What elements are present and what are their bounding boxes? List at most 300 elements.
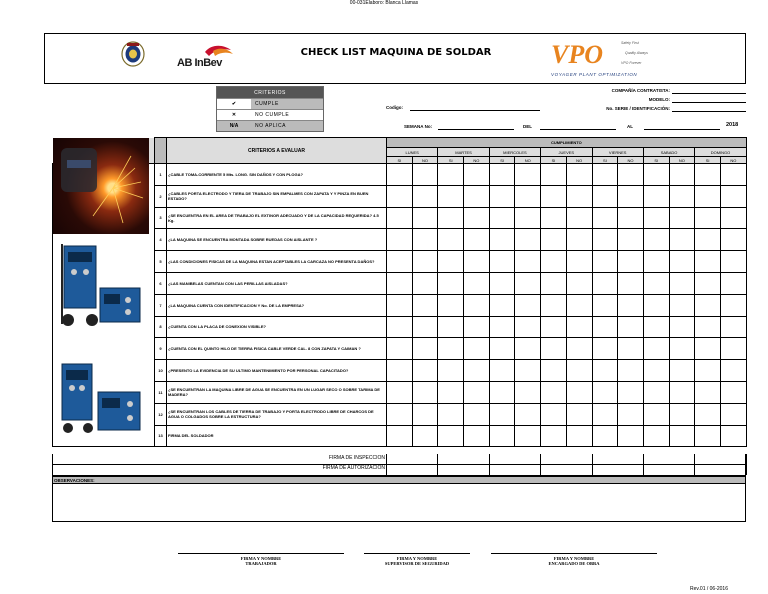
si-checkbox-cell[interactable]: [592, 207, 618, 229]
vpo-item-1: Safety First: [621, 41, 639, 45]
firma-day-cell[interactable]: [438, 465, 489, 476]
si-checkbox-cell[interactable]: [695, 294, 721, 316]
criteria-text: ¿SE ENCUENTRA EN EL AREA DE TRABAJO EL EXTINOR ADECUADO Y DE LA CAPACIDAD REQUERIDA? 4.5 Kg.: [167, 207, 387, 229]
signature-line1: FIRMA Y NOMBRE: [240, 556, 282, 561]
signature-line1: FIRMA Y NOMBRE: [553, 556, 595, 561]
si-checkbox-cell[interactable]: [438, 381, 464, 403]
si-checkbox-cell[interactable]: [541, 381, 567, 403]
criteria-number: 5: [155, 251, 167, 273]
firma-day-cell[interactable]: [644, 465, 695, 476]
no-checkbox-cell[interactable]: [720, 164, 746, 186]
no-checkbox-cell[interactable]: [669, 403, 695, 425]
no-checkbox-cell[interactable]: [566, 316, 592, 338]
revision-label: Rev.01 / 06-2016: [690, 586, 728, 592]
si-checkbox-cell[interactable]: [387, 425, 413, 447]
no-checkbox-cell[interactable]: [669, 316, 695, 338]
no-checkbox-cell[interactable]: [618, 403, 644, 425]
si-checkbox-cell[interactable]: [438, 360, 464, 382]
si-checkbox-cell[interactable]: [489, 360, 515, 382]
no-checkbox-cell[interactable]: [515, 425, 541, 447]
si-checkbox-cell[interactable]: [592, 164, 618, 186]
firma-day-cell[interactable]: [541, 465, 592, 476]
si-header: SI: [695, 157, 721, 164]
no-checkbox-cell[interactable]: [412, 316, 438, 338]
no-checkbox-cell[interactable]: [464, 403, 490, 425]
si-checkbox-cell[interactable]: [643, 338, 669, 360]
si-checkbox-cell[interactable]: [387, 272, 413, 294]
no-checkbox-cell[interactable]: [464, 207, 490, 229]
firma-day-cell[interactable]: [593, 465, 644, 476]
day-header: DOMINGO: [695, 148, 746, 157]
welding-spark-image: [53, 138, 149, 234]
si-checkbox-cell[interactable]: [541, 338, 567, 360]
no-checkbox-cell[interactable]: [669, 207, 695, 229]
legend-row-no-aplica: [217, 120, 323, 131]
no-checkbox-cell[interactable]: [464, 316, 490, 338]
vpo-item-3: VPO Forever: [621, 61, 642, 65]
no-checkbox-cell[interactable]: [412, 294, 438, 316]
no-checkbox-cell[interactable]: [515, 403, 541, 425]
criteria-text: ¿CABLE TOMA-CORRIENTE 5 Mts. LONG. SIN DAÑOS Y CON PLOGA?: [167, 164, 387, 186]
no-checkbox-cell[interactable]: [566, 338, 592, 360]
firma-day-cell[interactable]: [490, 465, 541, 476]
si-checkbox-cell[interactable]: [438, 338, 464, 360]
criteria-text: ¿SE ENCUENTRAN LOS CABLES DE TIERRA DE TRABAJO Y PORTA ELECTRODO LIBRE DE CHARCOS DE AGUA O COLGADOS SOBRE LA ESTRUCTURA?: [167, 403, 387, 425]
codigo-label: Codigo:: [386, 105, 403, 110]
signature-line1: FIRMA Y NOMBRE: [396, 556, 438, 561]
si-checkbox-cell[interactable]: [541, 272, 567, 294]
no-checkbox-cell[interactable]: [720, 272, 746, 294]
si-checkbox-cell[interactable]: [541, 185, 567, 207]
no-checkbox-cell[interactable]: [669, 251, 695, 273]
si-checkbox-cell[interactable]: [695, 272, 721, 294]
si-checkbox-cell[interactable]: [438, 316, 464, 338]
si-checkbox-cell[interactable]: [438, 251, 464, 273]
vpo-logo-text: VPO: [551, 40, 603, 69]
no-checkbox-cell[interactable]: [464, 229, 490, 251]
signature-label-supervisor: [354, 556, 480, 566]
no-header: NO: [566, 157, 592, 164]
si-checkbox-cell[interactable]: [643, 381, 669, 403]
si-checkbox-cell[interactable]: [695, 164, 721, 186]
si-checkbox-cell[interactable]: [387, 185, 413, 207]
criteria-number: 8: [155, 316, 167, 338]
si-checkbox-cell[interactable]: [489, 338, 515, 360]
si-checkbox-cell[interactable]: [695, 185, 721, 207]
si-checkbox-cell[interactable]: [438, 425, 464, 447]
serie-field[interactable]: [672, 111, 746, 112]
no-checkbox-cell[interactable]: [515, 381, 541, 403]
si-checkbox-cell[interactable]: [541, 425, 567, 447]
si-checkbox-cell[interactable]: [643, 272, 669, 294]
no-checkbox-cell[interactable]: [720, 251, 746, 273]
si-checkbox-cell[interactable]: [643, 425, 669, 447]
si-checkbox-cell[interactable]: [592, 316, 618, 338]
si-checkbox-cell[interactable]: [438, 403, 464, 425]
legend-label-cumple: CUMPLE: [251, 99, 323, 109]
criteria-text: ¿CABLES PORTA ELECTRODO Y TIERA DE TRABAJO SIN EMPALMES CON ZAPATA Y Y PINZA EN BUEN ESTADO?: [167, 185, 387, 207]
day-header: VIERNES: [592, 148, 643, 157]
table-row: [53, 207, 747, 229]
no-checkbox-cell[interactable]: [412, 272, 438, 294]
si-checkbox-cell[interactable]: [489, 316, 515, 338]
no-checkbox-cell[interactable]: [412, 425, 438, 447]
si-checkbox-cell[interactable]: [592, 251, 618, 273]
si-checkbox-cell[interactable]: [541, 316, 567, 338]
no-checkbox-cell[interactable]: [515, 272, 541, 294]
day-header: JUEVES: [541, 148, 592, 157]
si-checkbox-cell[interactable]: [387, 164, 413, 186]
cumplimiento-header: CUMPLIMIENTO: [387, 138, 747, 148]
criteria-number: 6: [155, 272, 167, 294]
si-checkbox-cell[interactable]: [387, 316, 413, 338]
criteria-number: 13: [155, 425, 167, 447]
criteria-legend: [216, 86, 324, 132]
no-checkbox-cell[interactable]: [618, 338, 644, 360]
si-checkbox-cell[interactable]: [489, 207, 515, 229]
si-checkbox-cell[interactable]: [592, 338, 618, 360]
si-checkbox-cell[interactable]: [592, 403, 618, 425]
no-checkbox-cell[interactable]: [720, 229, 746, 251]
no-header: NO: [618, 157, 644, 164]
si-checkbox-cell[interactable]: [695, 425, 721, 447]
si-checkbox-cell[interactable]: [387, 207, 413, 229]
no-checkbox-cell[interactable]: [464, 272, 490, 294]
no-checkbox-cell[interactable]: [412, 360, 438, 382]
si-checkbox-cell[interactable]: [387, 229, 413, 251]
si-checkbox-cell[interactable]: [695, 229, 721, 251]
table-row: [53, 185, 747, 207]
signature-line-encargado[interactable]: [491, 553, 657, 554]
firma-day-cell[interactable]: [387, 454, 438, 465]
table-row: [53, 425, 747, 447]
criteria-header: CRITERIOS A EVALUAR: [167, 138, 387, 164]
criteria-number: 2: [155, 185, 167, 207]
compania-field[interactable]: [672, 93, 746, 94]
si-checkbox-cell[interactable]: [592, 272, 618, 294]
no-checkbox-cell[interactable]: [515, 316, 541, 338]
no-checkbox-cell[interactable]: [720, 294, 746, 316]
no-header: NO: [669, 157, 695, 164]
semana-label: SEMANA No:: [404, 124, 433, 129]
si-checkbox-cell[interactable]: [592, 360, 618, 382]
si-checkbox-cell[interactable]: [695, 207, 721, 229]
criteria-number: 3: [155, 207, 167, 229]
no-header: NO: [464, 157, 490, 164]
table-row: [53, 272, 747, 294]
si-checkbox-cell[interactable]: [592, 229, 618, 251]
si-checkbox-cell[interactable]: [489, 251, 515, 273]
si-checkbox-cell[interactable]: [541, 360, 567, 382]
no-checkbox-cell[interactable]: [515, 229, 541, 251]
firma-section: [52, 454, 746, 476]
criteria-text: ¿LAS MANIBELAS CUENTAN CON LAS PERILLAS AISLADAS?: [167, 272, 387, 294]
no-checkbox-cell[interactable]: [412, 338, 438, 360]
si-checkbox-cell[interactable]: [592, 294, 618, 316]
si-checkbox-cell[interactable]: [592, 185, 618, 207]
firma-day-cell[interactable]: [438, 454, 489, 465]
observaciones-field[interactable]: [52, 484, 746, 522]
table-row: [53, 164, 747, 186]
no-checkbox-cell[interactable]: [515, 185, 541, 207]
no-checkbox-cell[interactable]: [669, 272, 695, 294]
si-checkbox-cell[interactable]: [387, 338, 413, 360]
no-checkbox-cell[interactable]: [515, 164, 541, 186]
page-title: CHECK LIST MAQUINA DE SOLDAR: [300, 47, 492, 58]
si-checkbox-cell[interactable]: [541, 251, 567, 273]
no-checkbox-cell[interactable]: [412, 381, 438, 403]
criteria-text: ¿CUENTA CON LA PLACA DE CONEXION VISIBLE?: [167, 316, 387, 338]
si-checkbox-cell[interactable]: [695, 381, 721, 403]
firma-grid[interactable]: [387, 454, 745, 475]
checklist-table: [52, 137, 747, 447]
table-row: [53, 251, 747, 273]
no-header: NO: [515, 157, 541, 164]
no-checkbox-cell[interactable]: [566, 403, 592, 425]
si-checkbox-cell[interactable]: [387, 294, 413, 316]
criteria-number: 10: [155, 360, 167, 382]
criteria-text: ¿LA MAQUINA SE ENCUENTRA MONTADA SOBRE RUEDAS CON AISLANTE ?: [167, 229, 387, 251]
si-checkbox-cell[interactable]: [541, 403, 567, 425]
no-checkbox-cell[interactable]: [566, 272, 592, 294]
vpo-logo: [549, 40, 659, 82]
firma-inspeccion-label: FIRMA DE INSPECCION: [328, 455, 385, 461]
table-row: [53, 338, 747, 360]
si-checkbox-cell[interactable]: [643, 185, 669, 207]
si-checkbox-cell[interactable]: [387, 403, 413, 425]
si-checkbox-cell[interactable]: [541, 229, 567, 251]
no-checkbox-cell[interactable]: [566, 360, 592, 382]
signature-line2: ENCARGADO DE OBRA: [548, 561, 600, 566]
criteria-number: 12: [155, 403, 167, 425]
si-header: SI: [489, 157, 515, 164]
modelo-label: MODELO:: [648, 97, 670, 102]
si-checkbox-cell[interactable]: [489, 185, 515, 207]
semana-field[interactable]: [438, 129, 514, 130]
legend-label-no-aplica: NO APLICA: [251, 121, 323, 131]
no-checkbox-cell[interactable]: [669, 164, 695, 186]
no-checkbox-cell[interactable]: [618, 316, 644, 338]
no-checkbox-cell[interactable]: [464, 425, 490, 447]
si-checkbox-cell[interactable]: [489, 425, 515, 447]
no-checkbox-cell[interactable]: [720, 403, 746, 425]
criteria-text: ¿PRESENTO LA EVIDENCIA DE SU ULTIMO MANTENIMIENTO POR PERSONAL CAPACITADO?: [167, 360, 387, 382]
table-row: [53, 381, 747, 403]
criteria-number: 11: [155, 381, 167, 403]
codigo-field[interactable]: [410, 110, 540, 111]
signature-line2: TRABAJADOR: [245, 561, 277, 566]
no-checkbox-cell[interactable]: [669, 425, 695, 447]
firma-day-cell[interactable]: [490, 454, 541, 465]
si-checkbox-cell[interactable]: [695, 360, 721, 382]
no-checkbox-cell[interactable]: [412, 251, 438, 273]
abinbev-logo-text: AB InBev: [177, 57, 222, 69]
no-checkbox-cell[interactable]: [464, 164, 490, 186]
no-checkbox-cell[interactable]: [720, 207, 746, 229]
number-header: [155, 138, 167, 164]
firma-day-cell[interactable]: [593, 454, 644, 465]
title-box: [44, 33, 746, 84]
no-checkbox-cell[interactable]: [720, 425, 746, 447]
no-checkbox-cell[interactable]: [566, 185, 592, 207]
no-checkbox-cell[interactable]: [618, 425, 644, 447]
si-checkbox-cell[interactable]: [643, 316, 669, 338]
no-checkbox-cell[interactable]: [464, 251, 490, 273]
modelo-field[interactable]: [672, 102, 746, 103]
no-checkbox-cell[interactable]: [464, 338, 490, 360]
no-checkbox-cell[interactable]: [464, 294, 490, 316]
si-checkbox-cell[interactable]: [695, 251, 721, 273]
no-checkbox-cell[interactable]: [412, 185, 438, 207]
si-checkbox-cell[interactable]: [438, 207, 464, 229]
si-checkbox-cell[interactable]: [489, 164, 515, 186]
si-checkbox-cell[interactable]: [592, 381, 618, 403]
table-row: [53, 403, 747, 425]
no-checkbox-cell[interactable]: [669, 360, 695, 382]
firma-day-cell[interactable]: [644, 454, 695, 465]
si-checkbox-cell[interactable]: [489, 294, 515, 316]
no-checkbox-cell[interactable]: [618, 272, 644, 294]
si-checkbox-cell[interactable]: [643, 207, 669, 229]
serie-label: No. SERIE / IDENTIFICACIÓN:: [606, 106, 670, 111]
no-checkbox-cell[interactable]: [412, 164, 438, 186]
signature-label-encargado: [491, 556, 657, 566]
cross-icon: ✕: [231, 112, 237, 118]
si-checkbox-cell[interactable]: [438, 229, 464, 251]
no-checkbox-cell[interactable]: [515, 207, 541, 229]
table-row: [53, 360, 747, 382]
no-checkbox-cell[interactable]: [720, 185, 746, 207]
day-header: SABADO: [643, 148, 694, 157]
si-checkbox-cell[interactable]: [541, 207, 567, 229]
no-checkbox-cell[interactable]: [720, 381, 746, 403]
observaciones-label: OBSERVACIONES:: [54, 478, 95, 483]
sparks-icon: [53, 138, 149, 234]
no-checkbox-cell[interactable]: [669, 338, 695, 360]
si-checkbox-cell[interactable]: [387, 251, 413, 273]
firma-day-cell[interactable]: [541, 454, 592, 465]
criteria-text: ¿LA MAQUINA CUENTA CON IDENTIFICACION Y No. DE LA EMPRESA?: [167, 294, 387, 316]
no-checkbox-cell[interactable]: [618, 381, 644, 403]
si-checkbox-cell[interactable]: [438, 185, 464, 207]
no-checkbox-cell[interactable]: [720, 338, 746, 360]
no-checkbox-cell[interactable]: [720, 316, 746, 338]
criteria-text: ¿SE ENCUENTRAN LA MAQUINA LIBRE DE AGUA SE ENCUENTRA EN UN LUGAR SECO O SOBRE TARIMA DE MADERA?: [167, 381, 387, 403]
si-checkbox-cell[interactable]: [387, 381, 413, 403]
signature-line-supervisor[interactable]: [364, 553, 470, 554]
no-checkbox-cell[interactable]: [618, 229, 644, 251]
al-field[interactable]: [644, 129, 720, 130]
criteria-text: ¿LAS CONDICIONES FISICAS DE LA MAQUINA ESTAN ACEPTABLES LA CARCAZA NO PRESENTA DAÑOS?: [167, 251, 387, 273]
no-checkbox-cell[interactable]: [618, 164, 644, 186]
legend-heading: CRITERIOS: [217, 87, 323, 98]
si-checkbox-cell[interactable]: [695, 403, 721, 425]
day-header: LUNES: [387, 148, 438, 157]
si-header: SI: [387, 157, 413, 164]
si-checkbox-cell[interactable]: [489, 229, 515, 251]
no-checkbox-cell[interactable]: [515, 338, 541, 360]
welding-machines-image-1: [56, 238, 148, 334]
table-row: [53, 294, 747, 316]
day-header: MARTES: [438, 148, 489, 157]
welding-machines-image-2: [56, 354, 148, 446]
no-checkbox-cell[interactable]: [618, 207, 644, 229]
no-checkbox-cell[interactable]: [566, 164, 592, 186]
si-header: SI: [438, 157, 464, 164]
legend-row-no-cumple: [217, 109, 323, 120]
no-checkbox-cell[interactable]: [464, 360, 490, 382]
no-header: NO: [720, 157, 746, 164]
no-checkbox-cell[interactable]: [566, 251, 592, 273]
no-checkbox-cell[interactable]: [669, 294, 695, 316]
criteria-number: 9: [155, 338, 167, 360]
si-checkbox-cell[interactable]: [438, 272, 464, 294]
no-checkbox-cell[interactable]: [566, 381, 592, 403]
no-checkbox-cell[interactable]: [515, 360, 541, 382]
del-field[interactable]: [540, 129, 616, 130]
no-checkbox-cell[interactable]: [618, 294, 644, 316]
vpo-item-2: Quality Always: [625, 51, 648, 55]
no-checkbox-cell[interactable]: [720, 360, 746, 382]
no-checkbox-cell[interactable]: [618, 360, 644, 382]
si-checkbox-cell[interactable]: [695, 338, 721, 360]
si-checkbox-cell[interactable]: [489, 381, 515, 403]
si-checkbox-cell[interactable]: [643, 164, 669, 186]
si-header: SI: [541, 157, 567, 164]
no-checkbox-cell[interactable]: [412, 229, 438, 251]
no-checkbox-cell[interactable]: [566, 229, 592, 251]
si-checkbox-cell[interactable]: [489, 272, 515, 294]
no-checkbox-cell[interactable]: [566, 294, 592, 316]
signature-line-trabajador[interactable]: [178, 553, 344, 554]
no-checkbox-cell[interactable]: [515, 251, 541, 273]
no-checkbox-cell[interactable]: [464, 185, 490, 207]
si-checkbox-cell[interactable]: [695, 316, 721, 338]
no-checkbox-cell[interactable]: [669, 185, 695, 207]
si-checkbox-cell[interactable]: [643, 229, 669, 251]
criteria-number: 1: [155, 164, 167, 186]
si-checkbox-cell[interactable]: [541, 294, 567, 316]
no-checkbox-cell[interactable]: [464, 381, 490, 403]
si-checkbox-cell[interactable]: [643, 294, 669, 316]
si-checkbox-cell[interactable]: [541, 164, 567, 186]
no-checkbox-cell[interactable]: [618, 185, 644, 207]
firma-day-cell[interactable]: [387, 465, 438, 476]
no-checkbox-cell[interactable]: [515, 294, 541, 316]
si-checkbox-cell[interactable]: [592, 425, 618, 447]
firma-day-cell[interactable]: [695, 454, 746, 465]
observaciones-bar: [52, 476, 746, 484]
na-symbol: N/A: [217, 121, 251, 131]
no-checkbox-cell[interactable]: [566, 425, 592, 447]
si-checkbox-cell[interactable]: [438, 294, 464, 316]
no-checkbox-cell[interactable]: [669, 229, 695, 251]
si-checkbox-cell[interactable]: [489, 403, 515, 425]
no-checkbox-cell[interactable]: [669, 381, 695, 403]
no-checkbox-cell[interactable]: [412, 403, 438, 425]
si-checkbox-cell[interactable]: [643, 403, 669, 425]
no-checkbox-cell[interactable]: [618, 251, 644, 273]
no-checkbox-cell[interactable]: [412, 207, 438, 229]
signature-line2: SUPERVISOR DE SEGURIDAD: [384, 561, 450, 566]
si-checkbox-cell[interactable]: [387, 360, 413, 382]
firma-day-cell[interactable]: [695, 465, 746, 476]
criteria-number: 4: [155, 229, 167, 251]
si-checkbox-cell[interactable]: [643, 251, 669, 273]
si-checkbox-cell[interactable]: [438, 164, 464, 186]
no-checkbox-cell[interactable]: [566, 207, 592, 229]
si-checkbox-cell[interactable]: [643, 360, 669, 382]
